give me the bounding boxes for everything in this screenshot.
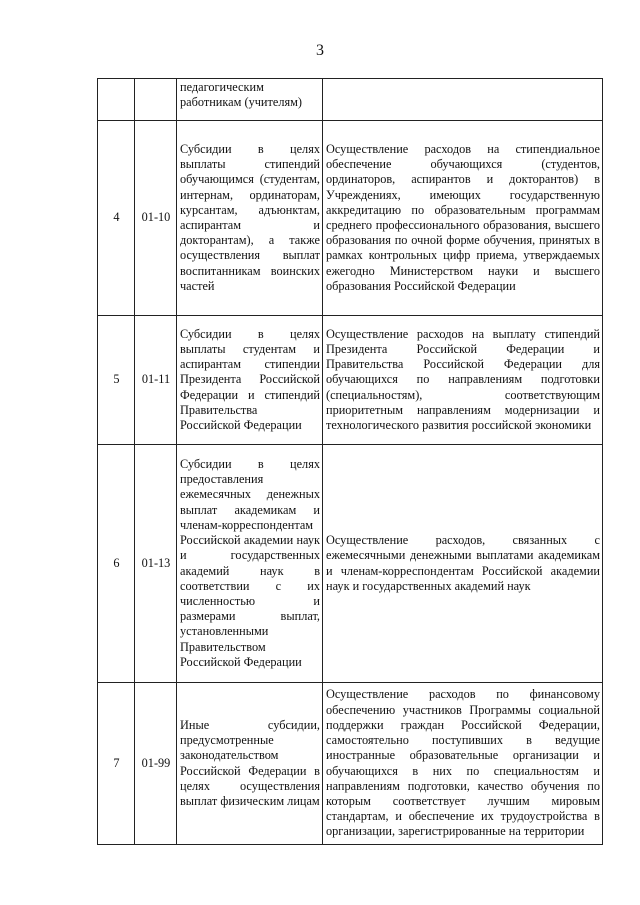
- row-name: Субсидии в целях предоставления ежемесячных денежных выплат академикам и членам-корреспондентам Российской академии наук и государственных академий наук в соответствии с их численностью и размерами выплат, установленными Правительством Российской Федерации: [177, 445, 323, 683]
- row-name: педагогическим работникам (учителям): [177, 79, 323, 121]
- table-row: [98, 79, 603, 121]
- table-row: [98, 316, 603, 445]
- row-description: Осуществление расходов по финансовому обеспечению участников Программы социальной поддержки граждан Российской Федерации, самостоятельно поступивших в ведущие иностранные образовательные организации и обучающихся в них по специальностям и направлениям подготовки, качество обучения по которым соответствует лучшим мировым стандартам, и обеспечение их трудоустройства в организации, зарегистрированные на территории: [323, 683, 603, 845]
- row-description: Осуществление расходов на выплату стипендий Президента Российской Федерации и Правительства Российской Федерации для обучающихся по направлениям подготовки (специальностям), соответствующим приоритетным направлениям модернизации и технологического развития российской экономики: [323, 316, 603, 445]
- row-code: [135, 79, 177, 121]
- row-description: Осуществление расходов на стипендиальное обеспечение обучающихся (студентов, ординаторов, аспирантов и докторантов) в Учреждениях, имеющих государственную аккредитацию по образовательным программам среднего профессионального образования, высшего образования по очной форме обучения, принятых в рамках контрольных цифр приема, утверждаемых ежегодно Министерством науки и высшего образования Российской Федерации: [323, 121, 603, 316]
- table-row: [98, 683, 603, 845]
- table-row: [98, 445, 603, 683]
- row-name: Субсидии в целях выплаты студентам и аспирантам стипендии Президента Российской Федерации и стипендий Правительства Российской Федерации: [177, 316, 323, 445]
- row-code: 01-11: [135, 316, 177, 445]
- page-number: 3: [316, 42, 324, 59]
- row-name: Иные субсидии, предусмотренные законодательством Российской Федерации в целях осуществления выплат физическим лицам: [177, 683, 323, 845]
- row-description: Осуществление расходов, связанных с ежемесячными денежными выплатами академикам и членам-корреспондентам Российской академии наук и государственных академий наук: [323, 445, 603, 683]
- row-number: [98, 79, 135, 121]
- row-code: 01-10: [135, 121, 177, 316]
- row-description: [323, 79, 603, 121]
- row-number: 6: [98, 445, 135, 683]
- classification-table: [97, 78, 603, 845]
- row-code: 01-99: [135, 683, 177, 845]
- row-code: 01-13: [135, 445, 177, 683]
- row-number: 7: [98, 683, 135, 845]
- row-name: Субсидии в целях выплаты стипендий обучающимся (студентам, интернам, ординаторам, курсантам, адъюнктам, аспирантам и докторантам), а также осуществления выплат воспитанникам воинских частей: [177, 121, 323, 316]
- row-number: 4: [98, 121, 135, 316]
- table-row: [98, 121, 603, 316]
- row-number: 5: [98, 316, 135, 445]
